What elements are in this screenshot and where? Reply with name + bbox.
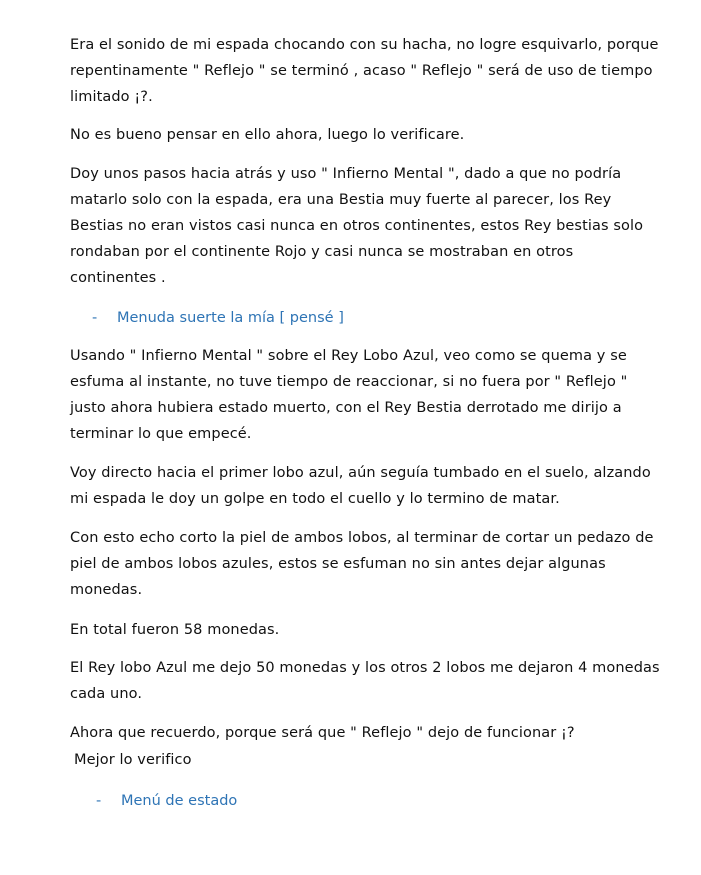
paragraph: Era el sonido de mi espada chocando con su hacha, no logre esquivarlo, porque repentinamente " Reflejo " se terminó , acaso " Reflejo " será de uso de tiempo limitado ¡?. — [70, 37, 659, 105]
paragraph: Mejor lo verifico — [74, 752, 192, 768]
paragraph: Doy unos pasos hacia atrás y uso " Infierno Mental ", dado a que no podría matarlo solo con la espada, era una Bestia muy fuerte al parecer, los Rey Bestias no eran vistos casi nunca en otros continentes, estos Rey bestias solo rondaban por el continente Rojo y casi nunca se mostraban en otros continentes . — [70, 166, 644, 286]
paragraph: Voy directo hacia el primer lobo azul, aún seguía tumbado en el suelo, alzando mi espada le doy un golpe en todo el cuello y lo termino de matar. — [70, 465, 651, 507]
paragraph: Ahora que recuerdo, porque será que " Reflejo " dejo de funcionar ¡? — [70, 725, 575, 741]
paragraph: En total fueron 58 monedas. — [70, 622, 280, 638]
dialogue-line — [96, 788, 237, 814]
paragraph: Usando " Infierno Mental " sobre el Rey Lobo Azul, veo como se quema y se esfuma al instante, no tuve tiempo de reaccionar, si no fuera por " Reflejo " justo ahora hubiera estado muerto, con el Rey Bestia derrotado me dirijo a terminar lo que empecé. — [70, 348, 628, 442]
dialogue-text: Menú de estado — [121, 793, 238, 809]
paragraph: Con esto echo corto la piel de ambos lobos, al terminar de cortar un pedazo de piel de ambos lobos azules, estos se esfuman no sin antes dejar algunas monedas. — [70, 530, 654, 598]
dialogue-dash: - — [92, 310, 98, 326]
paragraph: El Rey lobo Azul me dejo 50 monedas y los otros 2 lobos me dejaron 4 monedas cada uno. — [70, 660, 660, 702]
dialogue-text: Menuda suerte la mía [ pensé ] — [117, 310, 344, 326]
dialogue-dash: - — [96, 793, 102, 809]
dialogue-line — [92, 305, 344, 331]
paragraph: No es bueno pensar en ello ahora, luego lo verificare. — [70, 127, 465, 143]
